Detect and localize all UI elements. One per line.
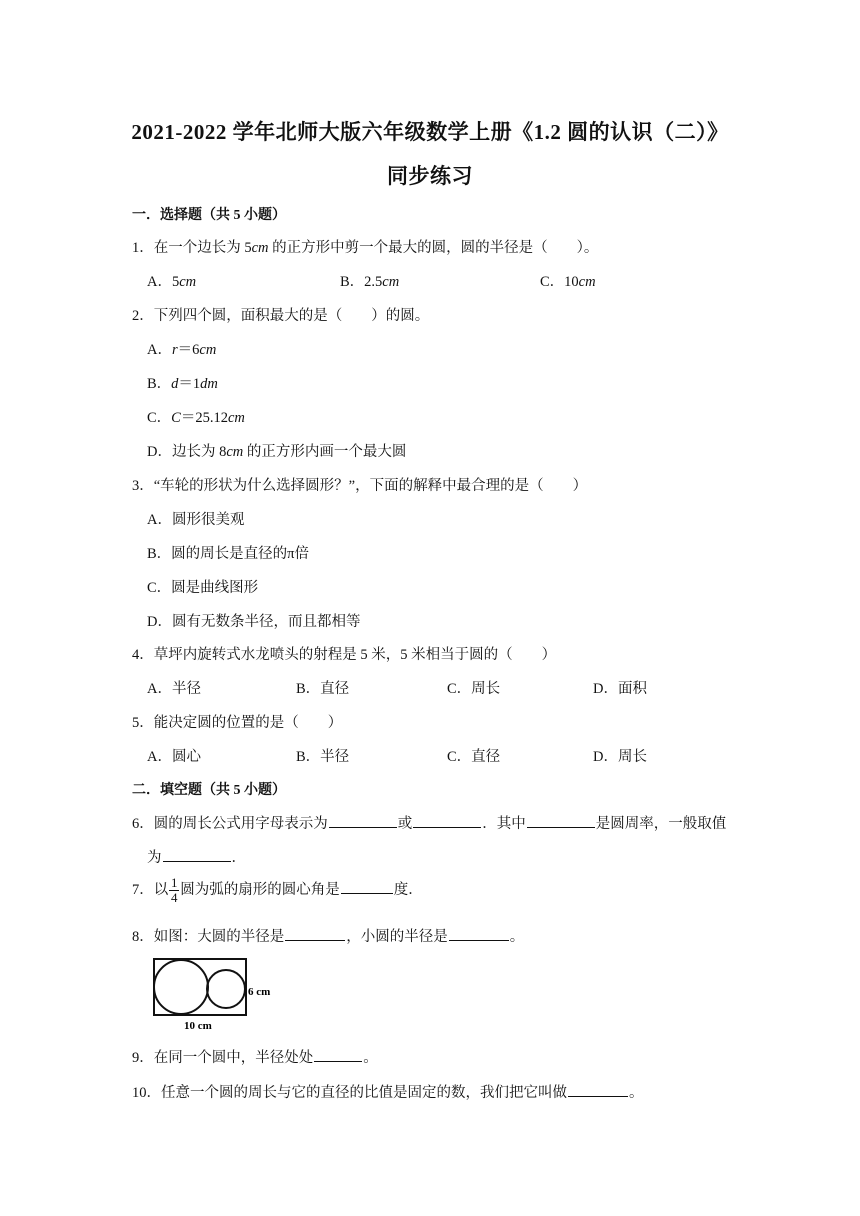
question-8: 8．如图：大圆的半径是 ，小圆的半径是 。: [132, 925, 524, 946]
answer-blank[interactable]: [329, 813, 397, 828]
question-1: [132, 236, 598, 257]
question-number: 5．: [132, 715, 154, 731]
question-text: 能决定圆的位置的是（ ）: [153, 715, 343, 731]
question-number: 1．: [132, 240, 154, 256]
answer-blank[interactable]: [314, 1047, 362, 1062]
unit-text: cm: [251, 240, 269, 256]
q4-option-d: D．面积: [593, 681, 647, 697]
question-text: 草坪内旋转式水龙喷头的射程是 5 米，5 米相当于圆的（ ）: [153, 647, 557, 663]
answer-blank[interactable]: [449, 926, 509, 941]
circles-in-rectangle-figure: [150, 955, 280, 1035]
question-3: [132, 474, 587, 495]
question-text: 在一个边长为 5: [153, 240, 252, 256]
big-circle: [154, 960, 208, 1014]
answer-blank[interactable]: [527, 813, 595, 828]
question-number: 3．: [132, 478, 154, 494]
answer-blank[interactable]: [163, 847, 231, 862]
q1-option-a: A．5cm: [147, 274, 197, 290]
question-text: 的正方形中剪一个最大的圆，圆的半径是（ ）。: [268, 240, 599, 256]
q2-option-d: D．边长为 8cm 的正方形内画一个最大圆: [147, 444, 407, 460]
q2-option-a: A．r＝6cm: [147, 342, 217, 358]
q3-option-b: B．圆的周长是直径的π倍: [147, 546, 309, 562]
question-text: 下列四个圆，面积最大的是（ ）的圆。: [153, 308, 430, 324]
q1-option-b: B．2.5cm: [340, 274, 400, 290]
q5-option-d: D．周长: [593, 749, 647, 765]
question-7: 7．以 $\frac{1}{4}$ 圆为弧的扇形的圆心角是 度．: [132, 875, 423, 905]
question-number: 6．: [132, 816, 154, 832]
question-6: 6．圆的周长公式用字母表示为 或 ．其中 是圆周率，一般取值: [132, 812, 726, 833]
question-number: 9．: [132, 1050, 154, 1066]
question-10: 10．任意一个圆的周长与它的直径的比值是固定的数，我们把它叫做 。: [132, 1081, 644, 1102]
q3-option-d: D．圆有无数条半径，而且都相等: [147, 614, 361, 630]
answer-blank[interactable]: [568, 1082, 628, 1097]
answer-blank[interactable]: [285, 926, 345, 941]
question-number: 4．: [132, 647, 154, 663]
q3-option-c: C．圆是曲线图形: [147, 580, 259, 596]
question-number: 8．: [132, 929, 154, 945]
answer-blank[interactable]: [413, 813, 481, 828]
answer-blank[interactable]: [341, 879, 393, 894]
q4-option-a: A．半径: [147, 681, 201, 697]
q4-option-b: B．直径: [296, 681, 350, 697]
q5-option-b: B．半径: [296, 749, 350, 765]
width-label: 10 cm: [184, 1020, 212, 1032]
q2-option-b: B．d＝1dm: [147, 376, 218, 392]
section-heading-choice: 一．选择题（共 5 小题）: [132, 208, 286, 223]
question-6-cont: 为 ．: [147, 846, 246, 867]
section-heading-fill: 二．填空题（共 5 小题）: [132, 783, 286, 798]
question-9: 9．在同一个圆中，半径处处 。: [132, 1046, 378, 1067]
question-5: [132, 711, 342, 732]
q5-option-a: A．圆心: [147, 749, 201, 765]
page-title: 2021-2022 学年北师大版六年级数学上册《1.2 圆的认识（二）》: [131, 120, 729, 144]
q3-option-a: A．圆形很美观: [147, 512, 245, 528]
question-number: 7．: [132, 881, 154, 898]
q4-option-c: C．周长: [447, 681, 501, 697]
q5-option-c: C．直径: [447, 749, 501, 765]
q2-option-c: C．C＝25.12cm: [147, 410, 245, 426]
height-label: 6 cm: [248, 986, 271, 998]
question-4: [132, 643, 556, 664]
small-circle: [207, 970, 245, 1008]
question-text: “车轮的形状为什么选择圆形？”，下面的解释中最合理的是（ ）: [153, 478, 588, 494]
question-2: [132, 304, 429, 325]
fraction-one-quarter: $\frac{1}{4}$: [171, 875, 178, 905]
page-subtitle: 同步练习: [387, 164, 473, 188]
question-number: 2．: [132, 308, 154, 324]
q1-option-c: C．10cm: [540, 274, 596, 290]
question-number: 10．: [132, 1085, 161, 1101]
